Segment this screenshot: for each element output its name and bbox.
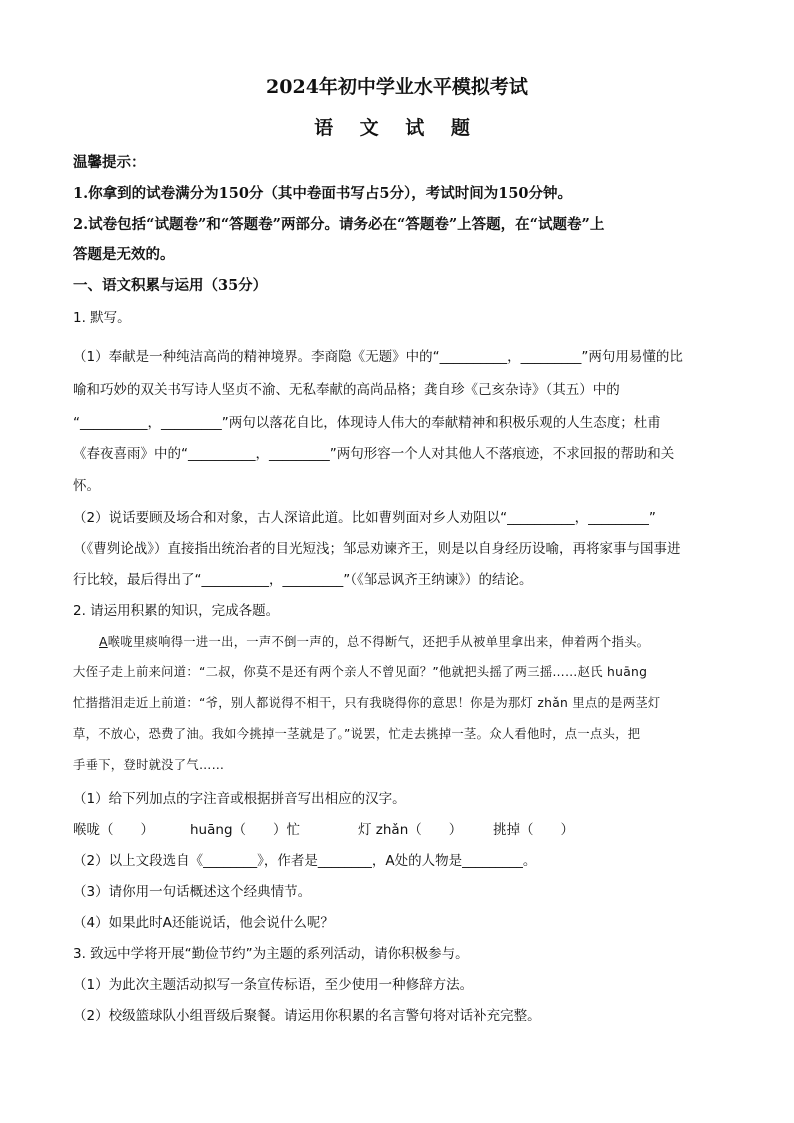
tips-label: 温馨提示： [73, 154, 146, 171]
passage-line-1-text: 喉咙里痰响得一进一出，一声不倒一声的，总不得断气，还把手从被单里拿出来，伸着两个指头。 [107, 635, 650, 649]
q1-part1-line1: （1）奉献是一种纯洁高尚的精神境界。李商隐《无题》中的“__________，_________”两句用易懂的比 [73, 349, 683, 365]
q1-part1-line4: 《春夜喜雨》中的“__________，_________”两句形容一个人对其他人不落痕迹，不求回报的帮助和关 [73, 446, 675, 462]
pinyin-item: 喉咙（ ） [73, 822, 154, 838]
section-1-heading: 一、语文积累与运用（35分） [73, 277, 268, 294]
passage-line-1 [73, 632, 723, 650]
q1-part2-line3: 行比较，最后得出了“__________，_________”（《邹忌讽齐王纳谏》）的结论。 [73, 572, 533, 588]
q1-part1-line5: 怀。 [73, 478, 100, 494]
passage-line-4: 草，不放心，恐费了油。我如今挑掉一茎就是了。”说罢，忙走去挑掉一茎。众人看他时，点一点头，把 [73, 727, 641, 741]
q1-part1-line3: “__________，_________”两句以落花自比，体现诗人伟大的奉献精神和积极乐观的人生态度；杜甫 [73, 415, 661, 431]
q2-sub4: （4）如果此时A还能说话，他会说什么呢？ [73, 915, 334, 931]
q1-part2-line1: （2）说话要顾及场合和对象，古人深谙此道。比如曹刿面对乡人劝阻以“__________，_________” [73, 510, 656, 526]
pinyin-item: 挑掉（ ） [493, 822, 574, 838]
subject-title: 语 文 试 题 [314, 117, 480, 139]
q2-sub1: （1）给下列加点的字注音或根据拼音写出相应的汉字。 [73, 791, 406, 807]
q2-sub3: （3）请你用一句话概述这个经典情节。 [73, 884, 312, 900]
q1-part2-line2: （《曹刿论战》）直接指出统治者的目光短浅；邹忌劝谏齐王，则是以自身经历设喻，再将家事与国事进 [73, 541, 681, 557]
passage-line-5: 手垂下，登时就没了气…… [73, 758, 225, 772]
pinyin-item: 灯 zhǎn（ ） [358, 822, 463, 838]
q2-sub2: （2）以上文段选自《________》，作者是________，A处的人物是_________。 [73, 853, 537, 869]
passage-line-2: 大侄子走上前来问道：“二叔，你莫不是还有两个亲人不曾见面？”他就把头摇了两三摇……赵氏 huāng [73, 665, 648, 679]
tip-2-line-2: 答题是无效的。 [73, 246, 175, 263]
q1-part1-line2: 喻和巧妙的双关书写诗人坚贞不渝、无私奉献的高尚品格；龚自珍《己亥杂诗》（其五）中的 [73, 382, 620, 398]
q3-sub1: （1）为此次主题活动拟写一条宣传标语，至少使用一种修辞方法。 [73, 977, 474, 993]
passage-line-3: 忙揩揩泪走近上前道：“爷，别人都说得不相干，只有我晓得你的意思！你是为那灯 zhǎn 里点的是两茎灯 [73, 696, 661, 710]
tip-1: 1.你拿到的试卷满分为150分（其中卷面书写占5分），考试时间为150分钟。 [73, 185, 573, 202]
passage-mark-a: A [99, 635, 108, 649]
question-2-stem: 2. 请运用积累的知识，完成各题。 [73, 603, 280, 619]
pinyin-items [73, 818, 723, 838]
question-3-stem: 3. 致远中学将开展“勤俭节约”为主题的系列活动，请你积极参与。 [73, 946, 469, 962]
exam-title: 2024年初中学业水平模拟考试 [266, 76, 528, 98]
q3-sub2: （2）校级篮球队小组晋级后聚餐。请运用你积累的名言警句将对话补充完整。 [73, 1008, 541, 1024]
pinyin-item: huāng（ ）忙 [190, 822, 301, 838]
question-1-stem: 1. 默写。 [73, 310, 131, 326]
tip-2-line-1: 2.试卷包括“试题卷”和“答题卷”两部分。请务必在“答题卷”上答题，在“试题卷”上 [73, 216, 605, 233]
